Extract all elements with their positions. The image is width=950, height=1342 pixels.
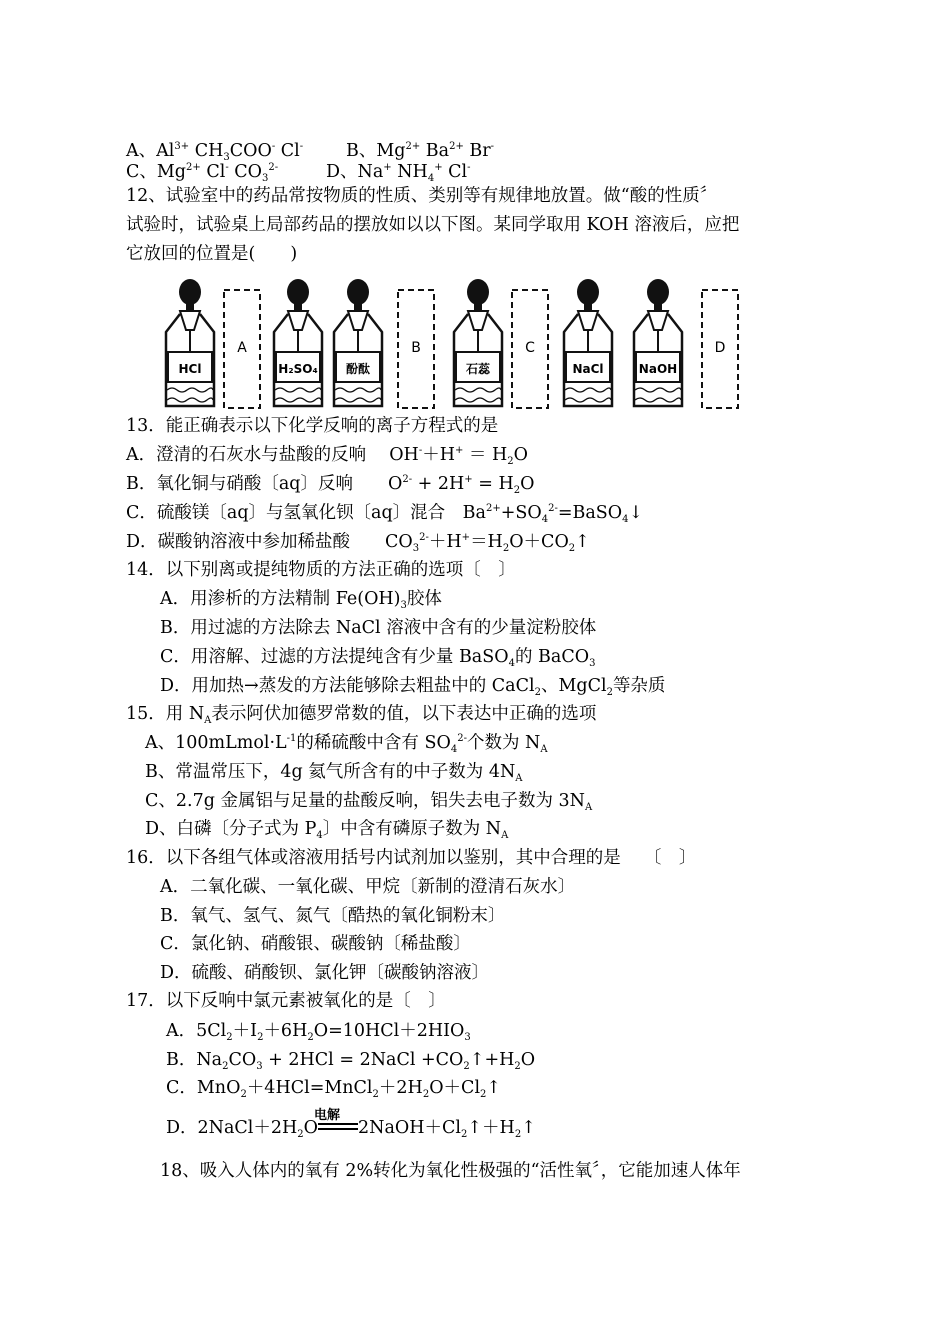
bottle-label: 酚酞 [345, 362, 371, 376]
q15-option-c: C、2.7g 金属铝与足量的盐酸反响，铝失去电子数为 $3N_A$ [145, 791, 593, 813]
reagent-bottle [454, 279, 502, 406]
q13-option-a: A．澄清的石灰水与盐酸的反响 $OH^-+H^+ = H_2O$ [126, 445, 528, 467]
electrolysis-condition: 电解 [314, 1108, 341, 1123]
q16-stem: 16．以下各组气体或溶液用括号内试剂加以鉴别，其中合理的是 〔 〕 [126, 848, 697, 868]
q11-option-a: A、$Al^{3+}$ $CH_3COO^-$ Cl- [126, 141, 304, 163]
q14-option-a: A．用渗析的方法精制 $Fe(OH)_3$胶体 [160, 589, 442, 611]
q12-line-2: 试验时，试验桌上局部药品的摆放如以以下图。某同学取用 KOH 溶液后，应把 [126, 215, 740, 235]
q15-option-d: D、白磷〔分子式为 $P_4$〕中含有磷原子数为 $N_A$ [145, 819, 509, 841]
q15-option-a: A、$100mLmol\cdot L^{-1}$的稀硫酸中含有 $SO_4^{2-}$个数为 $N_A$ [145, 733, 548, 755]
slot-label: B [411, 340, 421, 356]
slot-label: A [237, 340, 247, 356]
bottle-label: H₂SO₄ [278, 362, 318, 376]
q16-option-b: B．氧气、氢气、氮气〔酷热的氧化铜粉末〕 [160, 906, 506, 926]
q14-option-b: B．用过滤的方法除去 NaCl 溶液中含有的少量淀粉胶体 [160, 618, 597, 638]
q18-line-1: 18、吸入人体内的氧有 2%转化为氧化性极强的“活性氧〞，它能加速人体年 [160, 1161, 741, 1181]
q15-option-b: B、常温常压下，4g 氦气所含有的中子数为 $4N_A$ [145, 762, 523, 784]
bottle-label: 石蕊 [465, 362, 491, 376]
reagent-bottle [564, 279, 612, 406]
q14-option-d: D．用加热→蒸发的方法能够除去粗盐中的 CaCl$_2$、MgCl$_2$等杂质 [160, 676, 666, 698]
q13-stem: 13．能正确表示以下化学反响的离子方程式的是 [126, 416, 499, 436]
bottle-label: NaCl [572, 362, 604, 376]
q11-option-c: C、$Mg^{2+}$ Cl- $CO_3^{2-}$ [126, 162, 279, 184]
q14-stem: 14．以下别离或提纯物质的方法正确的选项〔 〕 [126, 560, 516, 580]
reagent-bottle [274, 279, 322, 406]
q16-option-a: A．二氧化碳、一氧化碳、甲烷〔新制的澄清石灰水〕 [160, 877, 576, 897]
q13-option-c: C．硫酸镁〔aq〕与氢氧化钡〔aq〕混合 $Ba^{2+}+SO_4^{2-}=BaSO_4↓$ [126, 503, 644, 525]
bottle-label: NaOH [638, 362, 678, 376]
reagent-bottle [166, 279, 214, 406]
reagent-bottle [634, 279, 682, 406]
q17-option-b: B．$Na_2CO_3 + 2HCl$ = 2NaCl $+CO_2↑+H_2O$ [166, 1050, 536, 1072]
slot-label: C [525, 340, 535, 356]
reagent-bottle [334, 279, 382, 406]
q16-option-c: C．氯化钠、硝酸银、碳酸钠〔稀盐酸〕 [160, 934, 471, 954]
equals-sign-double [318, 1123, 358, 1130]
q13-option-b: B．氧化铜与硝酸〔aq〕反响 $O^{2-} + 2H^+ = H_2O$ [126, 474, 535, 496]
q15-stem: 15．用 $N_A$表示阿伏加德罗常数的值，以下表达中正确的选项 [126, 704, 597, 726]
q17-stem: 17．以下反响中氯元素被氧化的是〔 〕 [126, 991, 446, 1011]
slot-label: D [714, 340, 726, 356]
bottle-label: HCl [178, 362, 202, 376]
q12-line-1: 12、试验室中的药品常按物质的性质、类别等有规律地放置。做“酸的性质〞 [126, 186, 718, 206]
q13-option-d: D．碳酸钠溶液中参加稀盐酸 $CO_3^{2-}+H^+=H_2O+CO_2↑$ [126, 532, 590, 554]
q14-option-c: C．用溶解、过滤的方法提纯含有少量 BaSO$_4$的 BaCO$_3$ [160, 647, 596, 669]
q11-option-b: B、$Mg^{2+}$ $Ba^{2+}$ Br- [346, 141, 495, 161]
reagent-rack-figure [160, 270, 750, 415]
q17-option-d: D．$2NaCl+2H_2O$ $2NaOH+Cl_2↑+H_2↑$ [166, 1118, 536, 1140]
q17-option-a: A．$5Cl_2+I_2+6H_2O=10HCl+2HIO_3$ [166, 1021, 471, 1043]
q16-option-d: D．硫酸、硝酸钡、氯化钾〔碳酸钠溶液〕 [160, 963, 490, 983]
q11-option-d: D、Na+ $NH_4^+$ Cl- [326, 162, 471, 184]
q17-option-c: C．$MnO_2+4HCl=MnCl_2+2H_2O+Cl_2↑$ [166, 1078, 502, 1100]
q12-line-3: 它放回的位置是( ) [126, 244, 298, 264]
